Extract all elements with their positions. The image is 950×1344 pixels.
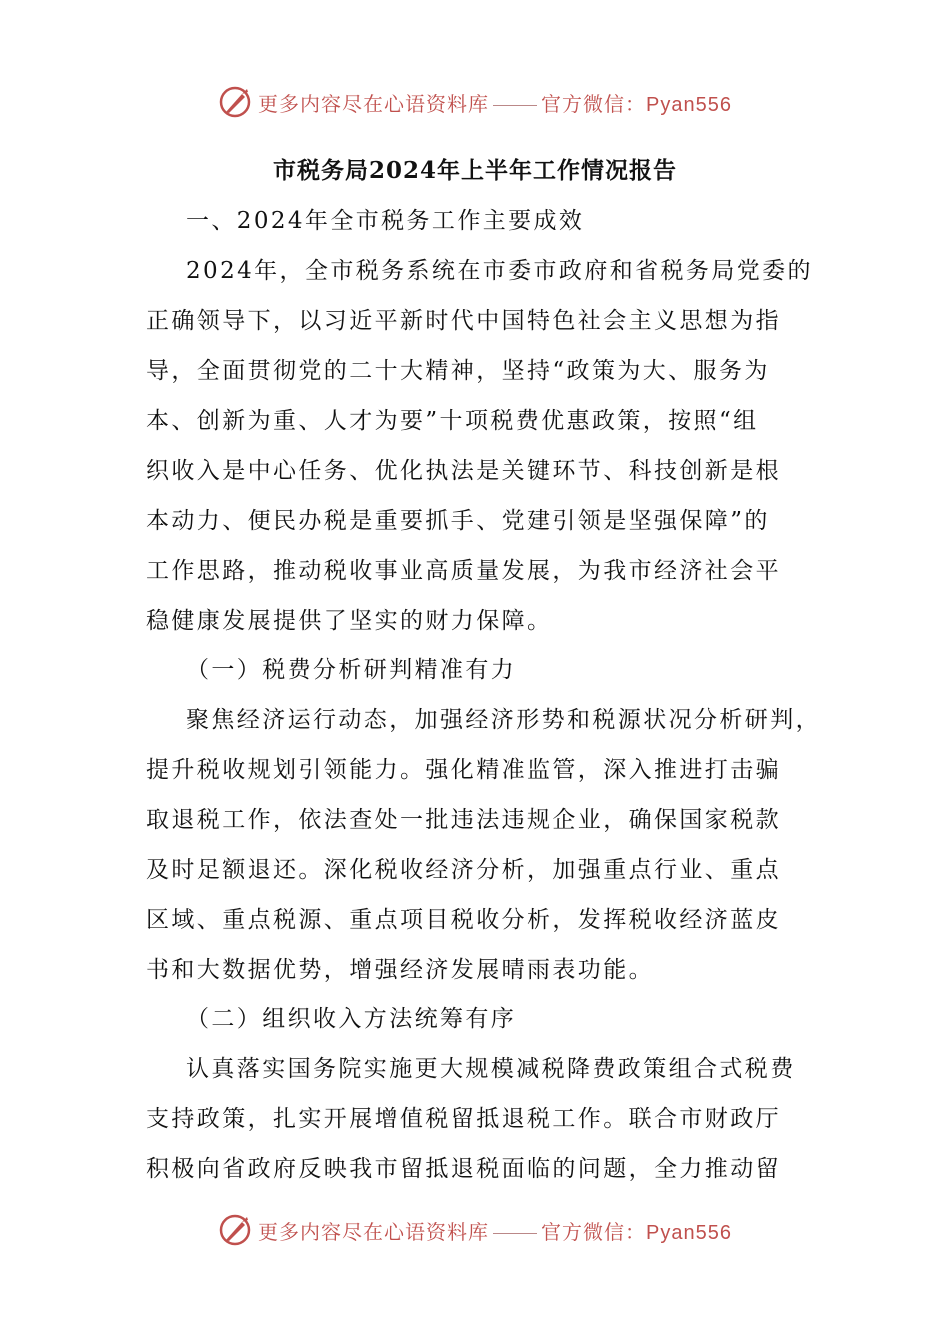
watermark-label: 官方微信： [541,1219,647,1244]
paragraph-line: 导，全面贯彻党的二十大精神，坚持“政策为大、服务为 [146,358,770,384]
watermark-brand: 更多内容尽在心语资料库 [258,91,490,116]
paragraph-line: 稳健康发展提供了坚实的财力保障。 [146,608,553,634]
paragraph-line: 认真落实国务院实施更大规模减税降费政策组合式税费 [186,1056,796,1082]
watermark-divider [493,1233,537,1234]
watermark-text [258,1216,732,1245]
paragraph-line: 及时足额退还。深化税收经济分析，加强重点行业、重点 [146,857,781,883]
quill-pen-logo-icon [218,85,252,119]
paragraph-line: 提升税收规划引领能力。强化精准监管，深入推进打击骗 [146,757,781,783]
page-title: 市税务局2024年上半年工作情况报告 [272,157,677,184]
paragraph-line: 本动力、便民办税是重要抓手、党建引领是坚强保障”的 [146,508,770,534]
paragraph-line: 书和大数据优势，增强经济发展晴雨表功能。 [146,957,654,983]
paragraph-line: 取退税工作，依法查处一批违法违规企业，确保国家税款 [146,807,781,833]
watermark-brand: 更多内容尽在心语资料库 [258,1219,490,1244]
subsection-heading: （一）税费分析研判精准有力 [186,657,517,683]
paragraph-line: 聚焦经济运行动态，加强经济形势和税源状况分析研判， [186,707,821,733]
paragraph-line: 区域、重点税源、重点项目税收分析，发挥税收经济蓝皮 [146,907,781,933]
section-heading: 一、2024年全市税务工作主要成效 [186,208,585,234]
watermark-account: Pyan556 [646,93,732,116]
watermark-text [258,88,732,117]
paragraph-line: 2024年，全市税务系统在市委市政府和省税务局党委的 [186,258,813,284]
paragraph-line: 正确领导下，以习近平新时代中国特色社会主义思想为指 [146,308,781,334]
paragraph-line: 织收入是中心任务、优化执法是关键环节、科技创新是根 [146,458,781,484]
paragraph-line: 支持政策，扎实开展增值税留抵退税工作。联合市财政厅 [146,1106,781,1132]
watermark-divider [493,105,537,106]
footer-watermark [0,1210,950,1250]
quill-pen-logo-icon [218,1213,252,1247]
watermark-account: Pyan556 [646,1221,732,1244]
paragraph-line: 工作思路，推动税收事业高质量发展，为我市经济社会平 [146,558,781,584]
paragraph-line: 积极向省政府反映我市留抵退税面临的问题，全力推动留 [146,1156,781,1182]
paragraph-line: 本、创新为重、人才为要”十项税费优惠政策，按照“组 [146,408,759,434]
header-watermark [0,82,950,122]
subsection-heading: （二）组织收入方法统筹有序 [186,1006,517,1032]
watermark-label: 官方微信： [541,91,647,116]
